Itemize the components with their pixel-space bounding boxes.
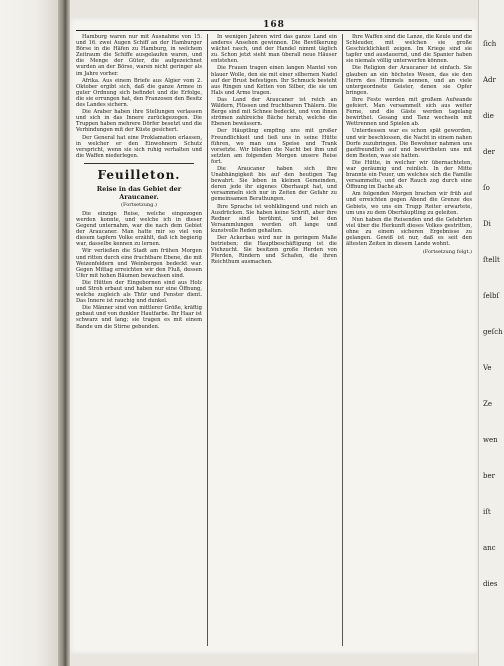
article-body <box>76 211 202 330</box>
paragraph: Die einzige Reise, welche eingezogen werden konnte, und welche ich in dieser Gegend unternahm, war die nach dem Gebiet der Araucaner. Man hatte mir so viel von diesem tapfern Volke erzählt, daß ich begierig war, dasselbe kennen zu lernen. <box>76 210 202 248</box>
paragraph: Ihre Sprache ist wohlklingend und reich an Ausdrücken. Sie haben keine Schrift, aber ihre Redner sind berühmt, und bei den Versammlungen werden oft lange und kunstvolle Reden gehalten. <box>211 203 337 234</box>
paragraph: Am folgenden Morgen brachen wir früh auf und erreichten gegen Abend die Grenze des Gebiets, wo uns ein Trupp Reiter erwartete, um uns zu dem Oberhäuptling zu geleiten. <box>346 191 472 216</box>
adjacent-text-fragment: Adr <box>483 76 496 84</box>
adjacent-text-fragment: wen <box>483 436 498 444</box>
paragraph: Der Ackerbau wird nur in geringem Maße betrieben; die Hauptbeschäftigung ist die Viehzucht. Sie besitzen große Herden von Pferden, Rindern und Schafen, die ihren Reichthum ausmachen. <box>211 235 337 266</box>
column-rule <box>207 34 208 646</box>
header-rule <box>76 30 472 31</box>
adjacent-text-fragment: der <box>483 148 495 156</box>
paragraph: Nun haben die Reisenden und die Gelehrten viel über die Herkunft dieses Volkes gestritten, ohne zu einem sicheren Ergebnisse zu gelangen. Gewiß ist nur, daß es seit den ältesten Zeiten in diesem Lande wohnt. <box>346 216 472 248</box>
page-number: 168 <box>263 20 285 30</box>
book-binding <box>58 0 70 666</box>
paragraph: Das Land der Araucaner ist reich an Wäldern, Flüssen und fruchtbaren Thälern. Die Berge sind mit Schnee bedeckt, und von ihnen strömen zahlreiche Bäche herab, welche die Ebenen bewässern. <box>211 96 337 128</box>
adjacent-text-fragment: Ze <box>483 400 493 408</box>
paragraph: Unterdessen war es schon spät geworden, und wir beschlossen, die Nacht in einem nahen Dorfe zuzubringen. Die Bewohner nahmen uns gastfreundlich auf und bewirtheten uns mit dem Besten, was sie hatten. <box>346 128 472 159</box>
column-1 <box>76 34 202 646</box>
paragraph: In wenigen Jahren wird das ganze Land ein anderes Ansehen gewinnen. Die Bevölkerung wächst rasch, und der Handel nimmt täglich zu. Schon jetzt sieht man überall neue Häuser entstehen. <box>211 34 337 65</box>
adjacent-text-fragment: anc <box>483 544 496 552</box>
adjacent-text-fragment: Di <box>483 220 491 228</box>
paragraph: Der General hat eine Proklamation erlassen, in welcher er den Einwohnern Schutz verspricht, wenn sie sich ruhig verhalten und die Waffen niederlegen. <box>76 134 202 159</box>
adjacent-page-strip <box>478 0 504 666</box>
paragraph: Die Araber haben ihre Stellungen verlassen und sich in das Innere zurückgezogen. Die Truppen haben mehrere Dörfer besetzt und die Verbindungen mit der Küste gesichert. <box>76 109 202 134</box>
paragraph: Afrika. Aus einem Briefe aus Algier vom 2. Oktober ergibt sich, daß die ganze Armee in guter Ordnung sich befindet und die Erfolge, die sie errungen hat, den Franzosen den Besitz des Landes sichern. <box>76 77 202 109</box>
scan-margin-left <box>0 0 60 666</box>
paragraph: Die Hütte, in welcher wir übernachteten, war geräumig und reinlich. In der Mitte brannte ein Feuer, um welches sich die Familie versammelte, und der Rauch zog durch eine Öffnung im Dache ab. <box>346 159 472 191</box>
column-rule <box>342 34 343 646</box>
paragraph: Wir verließen die Stadt am frühen Morgen und ritten durch eine fruchtbare Ebene, die mit Weizenfeldern und Weinbergen bedeckt war. Gegen Mittag erreichten wir den Fluß, dessen Ufer mit hohen Bäumen bewachsen sind. <box>76 248 202 279</box>
article-body <box>346 34 472 247</box>
continuation-note: (Fortsetzung folgt.) <box>422 249 472 256</box>
adjacent-text-fragment: ber <box>483 472 495 480</box>
column-2 <box>211 34 337 646</box>
news-section <box>76 34 202 159</box>
article-title: Reise in das Gebiet der Araucaner. <box>96 184 182 201</box>
adjacent-text-fragment: die <box>483 112 494 120</box>
adjacent-text-fragment: ſo <box>483 184 490 192</box>
paragraph: Der Häuptling empfing uns mit großer Freundlichkeit und ließ uns in seine Hütte führen, wo man uns Speise und Trank vorsetzte. Wir blieben die Nacht bei ihm und setzten am folgenden Morgen unsere Reise fort. <box>211 128 337 165</box>
adjacent-text-fragment: Ve <box>483 364 492 372</box>
paragraph: Ihre Feste werden mit großem Aufwande gefeiert. Man versammelt sich aus weiter Ferne, und die Gäste werden tagelang bewirthet. Gesang und Tanz wechseln mit Wettrennen und Spielen ab. <box>346 96 472 128</box>
adjacent-text-fragment: ſich <box>483 40 497 48</box>
feuilleton-heading: Feuilleton. <box>97 167 181 182</box>
column-3 <box>346 34 472 646</box>
paragraph: Die Hütten der Eingebornen sind aus Holz und Stroh erbaut und haben nur eine Öffnung, welche zugleich als Thür und Fenster dient. Das Innere ist rauchig und dunkel. <box>76 279 202 305</box>
adjacent-text-fragment: iſt <box>483 508 491 516</box>
section-rule <box>84 163 194 164</box>
article-body <box>211 34 337 265</box>
article-subtitle: (Fortsetzung.) <box>121 201 157 208</box>
paragraph: Die Frauen tragen einen langen Mantel von blauer Wolle, den sie mit einer silbernen Nadel auf der Brust befestigen. Ihr Schmuck besteht aus Ringen und Ketten von Silber, die sie um Hals und Arme tragen. <box>211 65 337 96</box>
paragraph: Ihre Waffen sind die Lanze, die Keule und die Schleuder, mit welchen sie große Geschicklichkeit zeigen. Im Kriege sind sie tapfer und ausdauernd, und die Spanier haben sie niemals völlig unterwerfen können. <box>346 34 472 65</box>
paragraph: Die Religion der Araucaner ist einfach. Sie glauben an ein höchstes Wesen, das sie den Herrn des Himmels nennen, und an viele untergeordnete Geister, denen sie Opfer bringen. <box>346 65 472 96</box>
newspaper-page <box>70 18 478 654</box>
paragraph: Die Araucaner haben sich ihre Unabhängigkeit bis auf den heutigen Tag bewahrt. Sie leben in kleinen Gemeinden, deren jede ihr eigenes Oberhaupt hat, und versammeln sich nur in Zeiten der Gefahr zu gemeinsamen Berathungen. <box>211 165 337 203</box>
adjacent-text-fragment: dies <box>483 580 498 588</box>
paragraph: Hamburg waren nur mit Ausnahme von 15. und 16. zwei Augen Schiff an der Hamburger Börse in die Häfen zu Hamburg, in welchem Zeitraum die Schiffe ausgelaufen waren, und die Menge der Güter, die aufgezeichnet wurden an der Börse, waren nicht geringer als im Jahre vorher. <box>76 34 202 77</box>
paragraph: Die Männer sind von mittlerer Größe, kräftig gebaut und von dunkler Hautfarbe. Ihr Haar ist schwarz und lang; sie tragen es mit einem Bande um die Stirne gebunden. <box>76 305 202 330</box>
adjacent-text-fragment: geſch <box>483 328 503 336</box>
adjacent-text-fragment: ſelbſ <box>483 292 500 300</box>
adjacent-text-fragment: ſtellt <box>483 256 500 264</box>
